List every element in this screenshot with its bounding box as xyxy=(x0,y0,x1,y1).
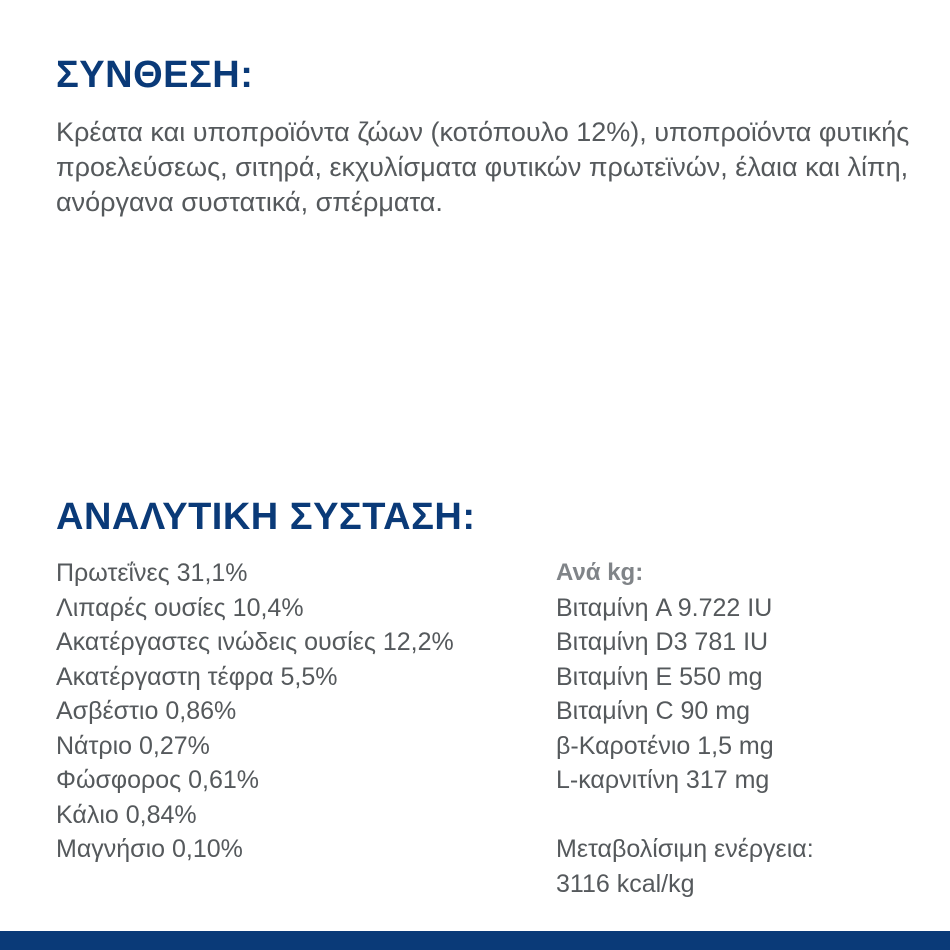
nutrient-item: Ασβέστιο 0,86% xyxy=(56,697,237,725)
composition-text: Κρέατα και υποπροϊόντα ζώων (κοτόπουλο 12%), υποπροϊόντα φυτικής προελεύσεως, σιτηρά, εκχυλίσματα φυτικών πρωτεϊνών, έλαια και λίπη, ανόργανα συστατικά, σπέρματα. xyxy=(56,117,910,217)
nutrient-list xyxy=(56,556,454,867)
per-kg-label: Ανά kg: xyxy=(556,559,644,586)
nutrient-item: Ακατέργαστες ινώδεις ουσίες 12,2% xyxy=(56,628,454,656)
energy-value: 3116 kcal/kg xyxy=(556,869,695,898)
analysis-heading: ΑΝΑΛΥΤΙΚΗ ΣΥΣΤΑΣΗ: xyxy=(56,496,476,538)
nutrient-item: Μαγνήσιο 0,10% xyxy=(56,835,243,863)
nutrient-item: Νάτριο 0,27% xyxy=(56,731,210,760)
nutrient-item: Φώσφορος 0,61% xyxy=(56,766,260,794)
vitamin-item: Βιταμίνη C 90 mg xyxy=(556,697,750,725)
energy-label: Μεταβολίσιμη ενέργεια: xyxy=(556,835,814,863)
nutrient-item: Πρωτεΐνες 31,1% xyxy=(56,559,248,587)
footer-bar xyxy=(0,931,950,950)
vitamin-list xyxy=(556,556,814,901)
composition-heading: ΣΥΝΘΕΣΗ: xyxy=(56,54,254,96)
nutrient-item: Ακατέργαστη τέφρα 5,5% xyxy=(56,662,338,691)
nutrient-item: Κάλιο 0,84% xyxy=(56,800,197,829)
vitamin-item: L-καρνιτίνη 317 mg xyxy=(556,766,770,794)
vitamin-item: β-Καροτένιο 1,5 mg xyxy=(556,731,774,760)
vitamin-item: Βιταμίνη E 550 mg xyxy=(556,662,763,691)
vitamin-item: Βιταμίνη A 9.722 IU xyxy=(556,593,773,622)
list-spacer xyxy=(556,798,814,833)
vitamin-item: Βιταμίνη D3 781 IU xyxy=(556,628,769,656)
nutrient-item: Λιπαρές ουσίες 10,4% xyxy=(56,593,304,622)
